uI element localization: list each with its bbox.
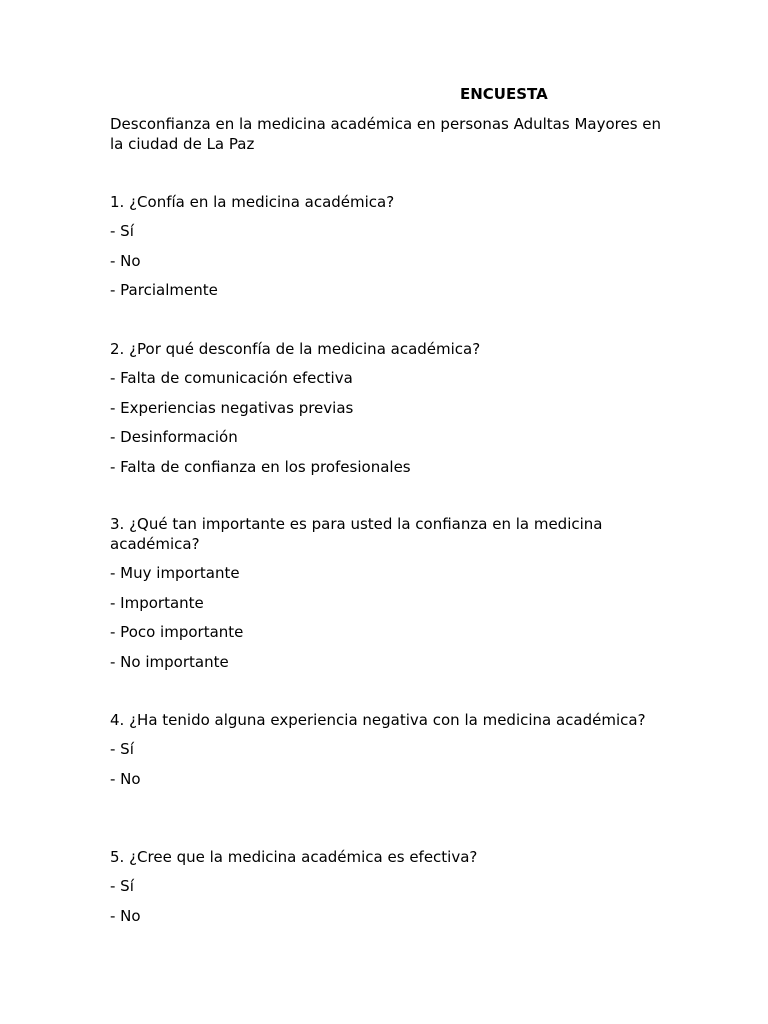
answer-option: - Sí xyxy=(110,222,134,241)
answer-option: - Sí xyxy=(110,740,134,759)
question-5 xyxy=(110,847,670,926)
answer-option: - Parcialmente xyxy=(110,281,218,300)
document-title: ENCUESTA xyxy=(460,85,548,103)
answer-option: - Poco importante xyxy=(110,623,244,642)
question-text: 1. ¿Confía en la medicina académica? xyxy=(110,193,395,211)
question-text: 2. ¿Por qué desconfía de la medicina académica? xyxy=(110,340,481,358)
document-subtitle: Desconfianza en la medicina académica en personas Adultas Mayores en la ciudad de La Paz xyxy=(110,115,662,153)
question-text: 5. ¿Cree que la medicina académica es efectiva? xyxy=(110,848,478,866)
answer-option: - Sí xyxy=(110,877,134,896)
answer-option: - No xyxy=(110,251,141,270)
question-1 xyxy=(110,192,670,300)
answer-option: - Falta de confianza en los profesionales xyxy=(110,457,411,476)
question-text: 3. ¿Qué tan importante es para usted la confianza en la medicina académica? xyxy=(110,515,603,553)
answer-option: - Muy importante xyxy=(110,564,240,583)
question-4 xyxy=(110,710,670,789)
answer-option: - No importante xyxy=(110,652,229,671)
answer-option: - Importante xyxy=(110,593,204,612)
answer-option: - Experiencias negativas previas xyxy=(110,398,354,417)
question-3 xyxy=(110,514,670,672)
answer-option: - Falta de comunicación efectiva xyxy=(110,369,353,388)
answer-option: - No xyxy=(110,906,141,925)
answer-option: - Desinformación xyxy=(110,428,238,447)
answer-option: - No xyxy=(110,769,141,788)
question-2 xyxy=(110,339,670,477)
question-text: 4. ¿Ha tenido alguna experiencia negativa con la medicina académica? xyxy=(110,711,646,729)
